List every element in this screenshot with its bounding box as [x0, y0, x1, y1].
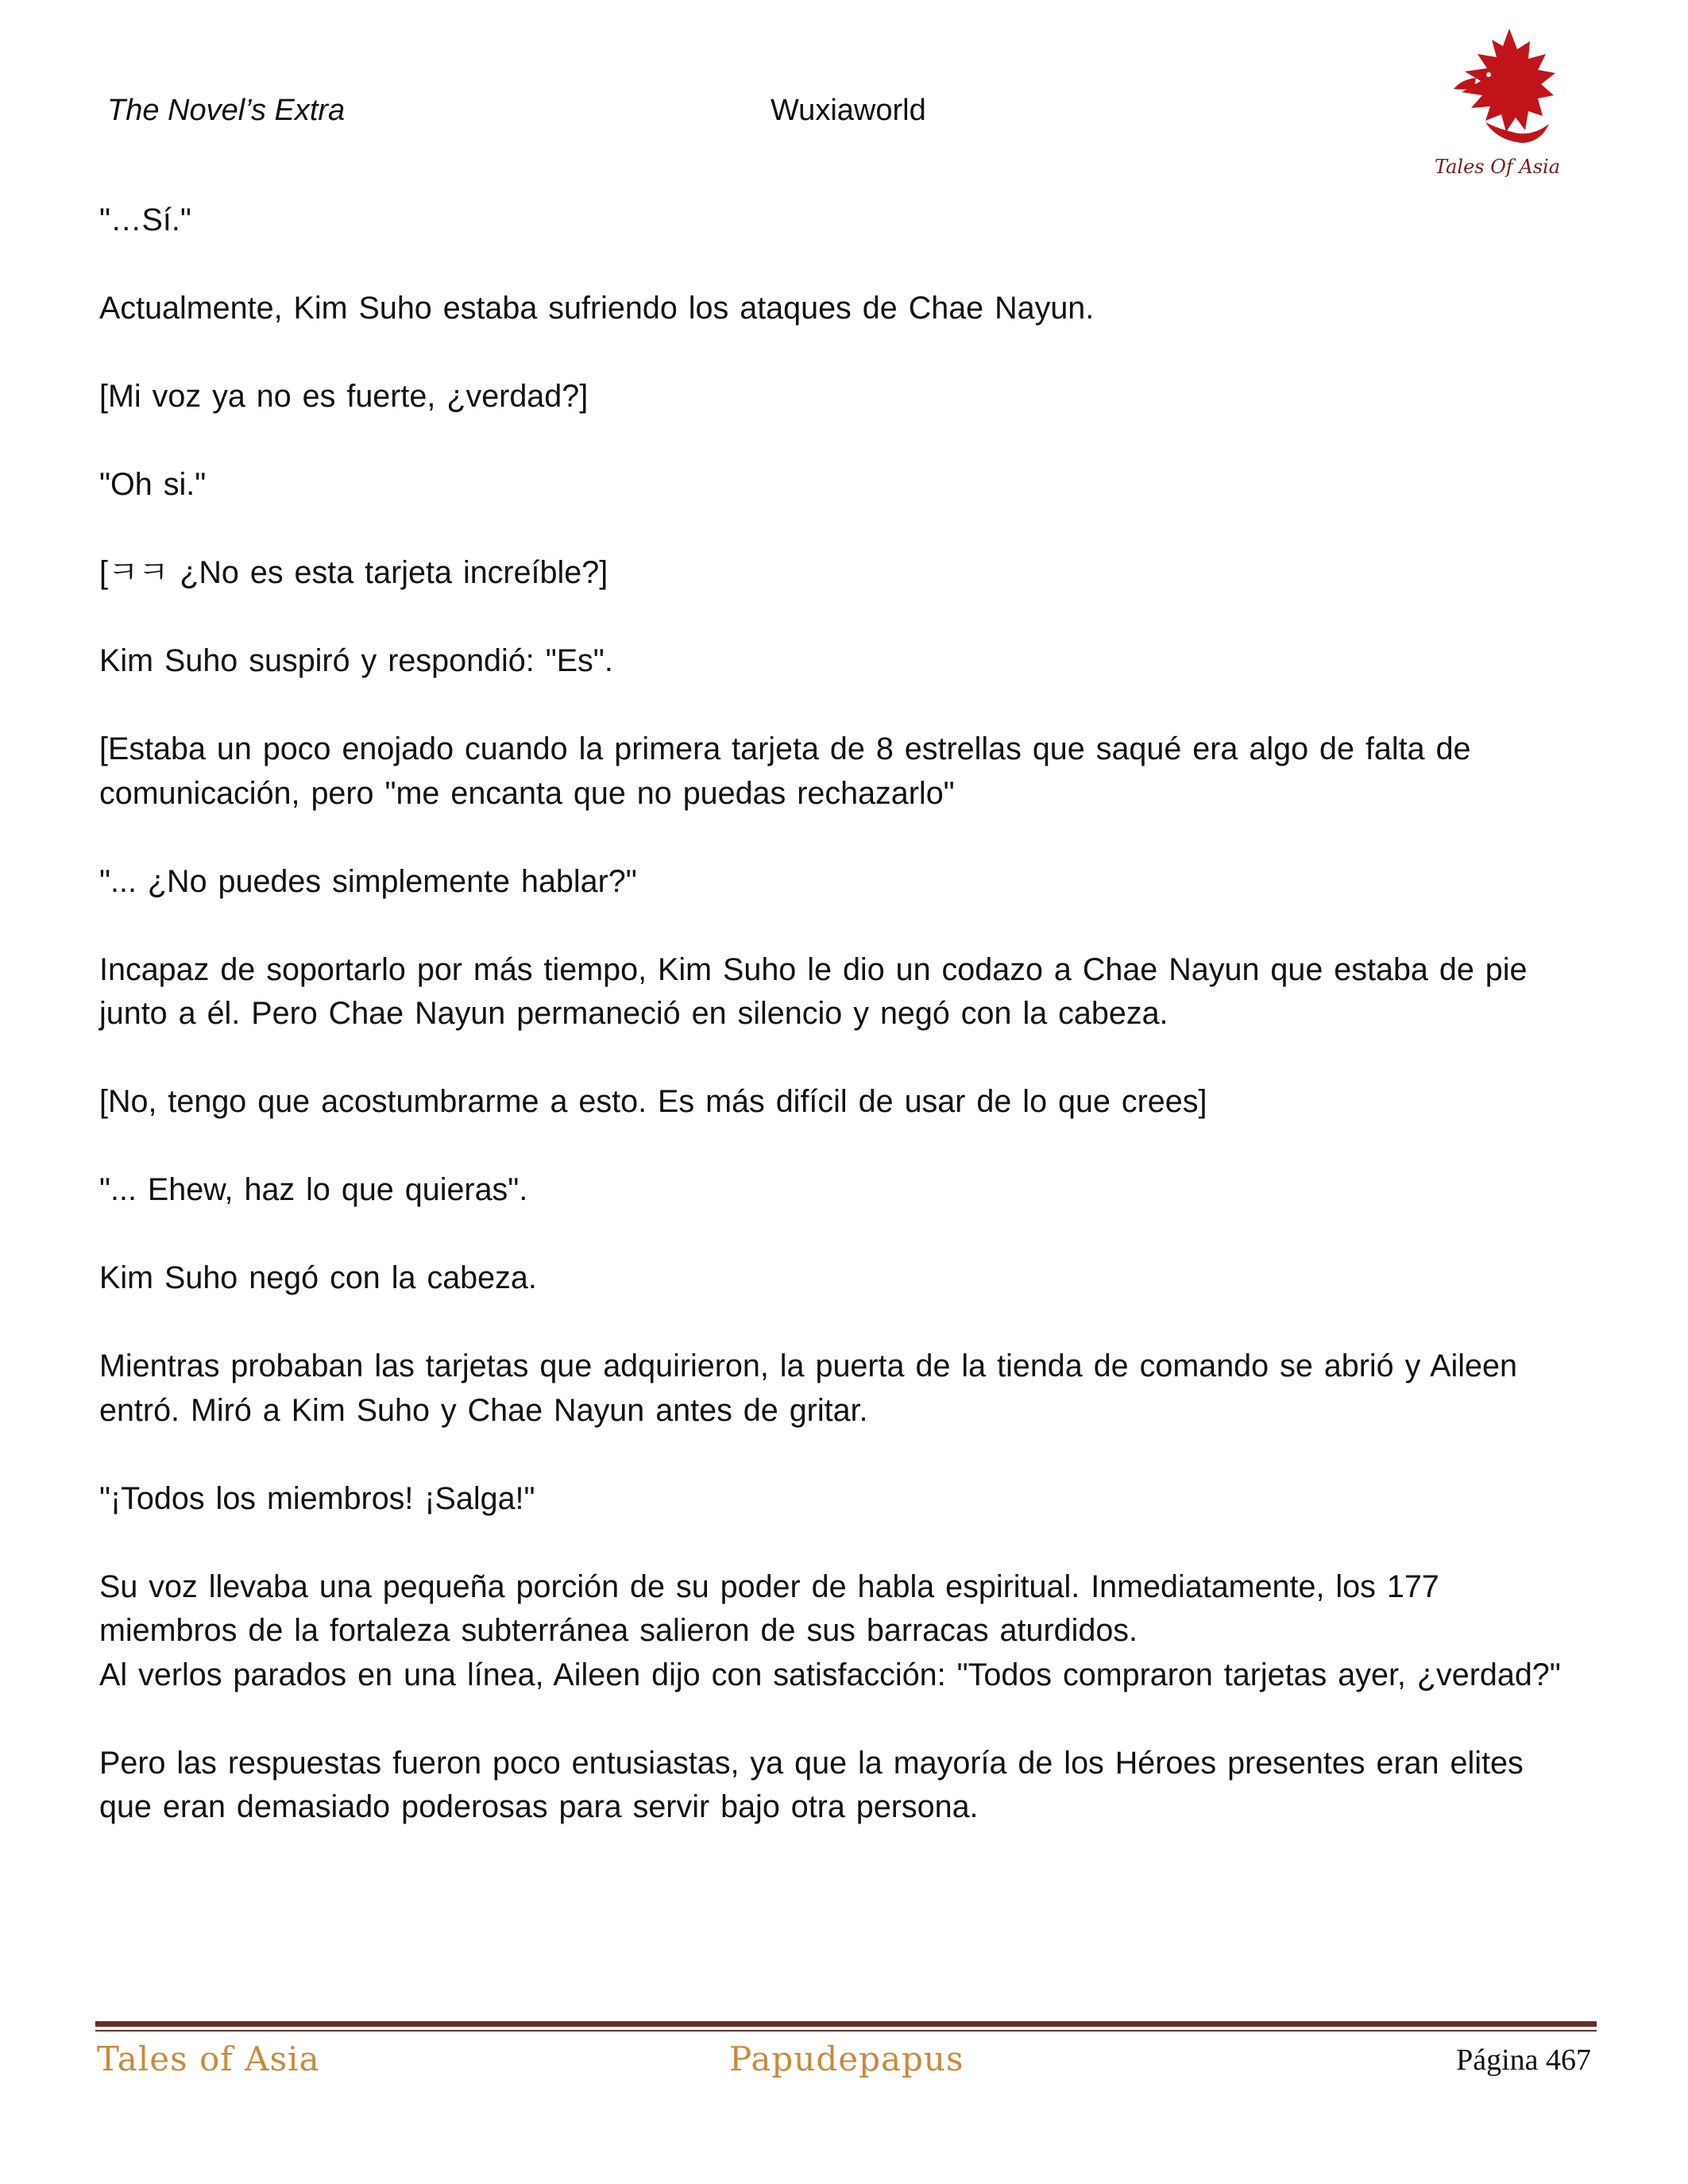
paragraph: [No, tengo que acostumbrarme a esto. Es más difícil de usar de lo que crees]: [99, 1084, 1207, 1119]
paragraph: "Oh si.": [99, 467, 207, 502]
footer-rule: [95, 2021, 1597, 2027]
footer-site-name: Tales of Asia: [97, 2039, 320, 2078]
paragraph: "... ¿No puedes simplemente hablar?": [99, 863, 637, 899]
paragraph: Kim Suho suspiró y respondió: "Es".: [99, 643, 613, 678]
paragraph: "¡Todos los miembros! ¡Salga!": [99, 1480, 535, 1516]
footer-translator: Papudepapus: [729, 2039, 964, 2078]
paragraph: Mientras probaban las tarjetas que adquirieron, la puerta de la tienda de comando se abrió y Aileen entró. Miró a Kim Suho y Chae Nayun antes de gritar.: [99, 1349, 1517, 1428]
footer-rule-thin: [95, 2030, 1597, 2032]
paragraph: "... Ehew, haz lo que quieras".: [99, 1172, 528, 1207]
paragraph: "…Sí.": [99, 203, 191, 237]
paragraph: Al verlos parados en una línea, Aileen dijo con satisfacción: "Todos compraron tarjetas ayer, ¿verdad?": [99, 1657, 1561, 1692]
paragraph: [ㅋㅋ ¿No es esta tarjeta increíble?]: [99, 555, 608, 590]
page-number: Página 467: [1456, 2043, 1591, 2077]
logo-text: Tales Of Asia: [1434, 156, 1561, 178]
paragraph: Su voz llevaba una pequeña porción de su poder de habla espiritual. Inmediatamente, los 177 miembros de la fortaleza subterránea salieron de sus barracas aturdidos.: [99, 1569, 1439, 1648]
header-book-title: The Novel’s Extra: [107, 94, 346, 127]
body-text: [99, 199, 1585, 1873]
paragraph: Pero las respuestas fueron poco entusiastas, ya que la mayoría de los Héroes presentes eran elites que eran demasiado poderosas para servir bajo otra persona.: [99, 1745, 1524, 1824]
paragraph: [Mi voz ya no es fuerte, ¿verdad?]: [99, 379, 589, 414]
paragraph: Actualmente, Kim Suho estaba sufriendo los ataques de Chae Nayun.: [99, 291, 1095, 326]
header-source: Wuxiaworld: [771, 94, 926, 127]
paragraph: [Estaba un poco enojado cuando la primera tarjeta de 8 estrellas que saqué era algo de falta de comunicación, pero "me encanta que no puedas rechazarlo": [99, 731, 1471, 811]
paragraph: Kim Suho negó con la cabeza.: [99, 1260, 537, 1295]
paragraph: Incapaz de soportarlo por más tiempo, Kim Suho le dio un codazo a Chae Nayun que estaba de pie junto a él. Pero Chae Nayun permaneció en silencio y negó con la cabeza.: [99, 951, 1528, 1031]
